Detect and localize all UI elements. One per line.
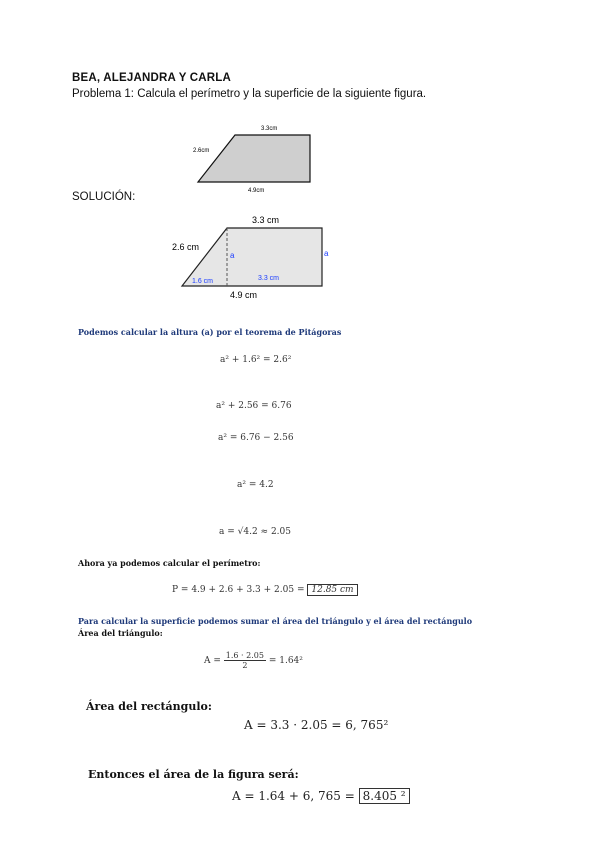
total-area-expression: A = 1.64 + 6, 765 = bbox=[232, 789, 355, 803]
fig2-side-label: 2.6 cm bbox=[172, 242, 200, 252]
pythagoras-eq5: a = √4.2 ≈ 2.05 bbox=[219, 527, 291, 537]
fig1-side-label: 2.6cm bbox=[193, 148, 210, 154]
rectangle-area-heading: Área del rectángulo: bbox=[86, 700, 212, 713]
perimeter-expression: P = 4.9 + 2.6 + 3.3 + 2.05 = bbox=[172, 585, 305, 595]
triangle-denominator: 2 bbox=[242, 661, 248, 670]
area-heading: Para calcular la superficie podemos sumar el área del triángulo y el área del rectángulo bbox=[78, 616, 473, 626]
fig1-top-label: 3.3cm bbox=[261, 126, 278, 132]
pythagoras-eq2: a² + 2.56 = 6.76 bbox=[216, 401, 292, 411]
solution-label: SOLUCIÓN: bbox=[72, 191, 136, 203]
triangle-rhs: = 1.64² bbox=[268, 656, 303, 666]
total-area-heading: Entonces el área de la figura será: bbox=[88, 768, 299, 781]
triangle-lhs: A = bbox=[204, 656, 221, 666]
perimeter-heading: Ahora ya podemos calcular el perímetro: bbox=[78, 558, 261, 568]
fig2-height-right: a bbox=[324, 249, 329, 258]
triangle-area-heading: Área del triángulo: bbox=[78, 628, 163, 638]
trapezoid-shape bbox=[198, 135, 310, 182]
pythagoras-eq1: a² + 1.6² = 2.6² bbox=[220, 355, 292, 365]
pythagoras-eq4: a² = 4.2 bbox=[237, 480, 274, 490]
perimeter-result: 12.85 cm bbox=[307, 584, 357, 596]
triangle-fraction bbox=[224, 651, 266, 670]
rectangle-area-equation: A = 3.3 · 2.05 = 6, 765² bbox=[244, 718, 389, 732]
problem-statement: Problema 1: Calcula el perímetro y la superficie de la siguiente figura. bbox=[72, 88, 427, 100]
student-names: BEA, ALEJANDRA Y CARLA bbox=[72, 72, 232, 84]
fig2-top-label: 3.3 cm bbox=[252, 215, 280, 225]
pythagoras-eq3: a² = 6.76 − 2.56 bbox=[218, 433, 294, 443]
total-area-result: 8.405 ² bbox=[359, 788, 410, 804]
triangle-area-equation bbox=[204, 651, 303, 670]
total-area-equation bbox=[232, 789, 410, 803]
triangle-numerator: 1.6 · 2.05 bbox=[225, 651, 264, 660]
perimeter-equation bbox=[172, 585, 358, 595]
fig2-bottom-label: 4.9 cm bbox=[230, 290, 258, 300]
fig2-base-triangle: 1.6 cm bbox=[192, 278, 214, 285]
fig2-base-rect: 3.3 cm bbox=[258, 275, 280, 282]
pythagoras-heading: Podemos calcular la altura (a) por el teorema de Pitágoras bbox=[78, 327, 342, 337]
solution-figure bbox=[170, 212, 370, 304]
fig2-height-inner: a bbox=[230, 251, 235, 260]
fig1-bottom-label: 4.9cm bbox=[248, 188, 265, 194]
trapezoid-figure bbox=[190, 120, 350, 198]
